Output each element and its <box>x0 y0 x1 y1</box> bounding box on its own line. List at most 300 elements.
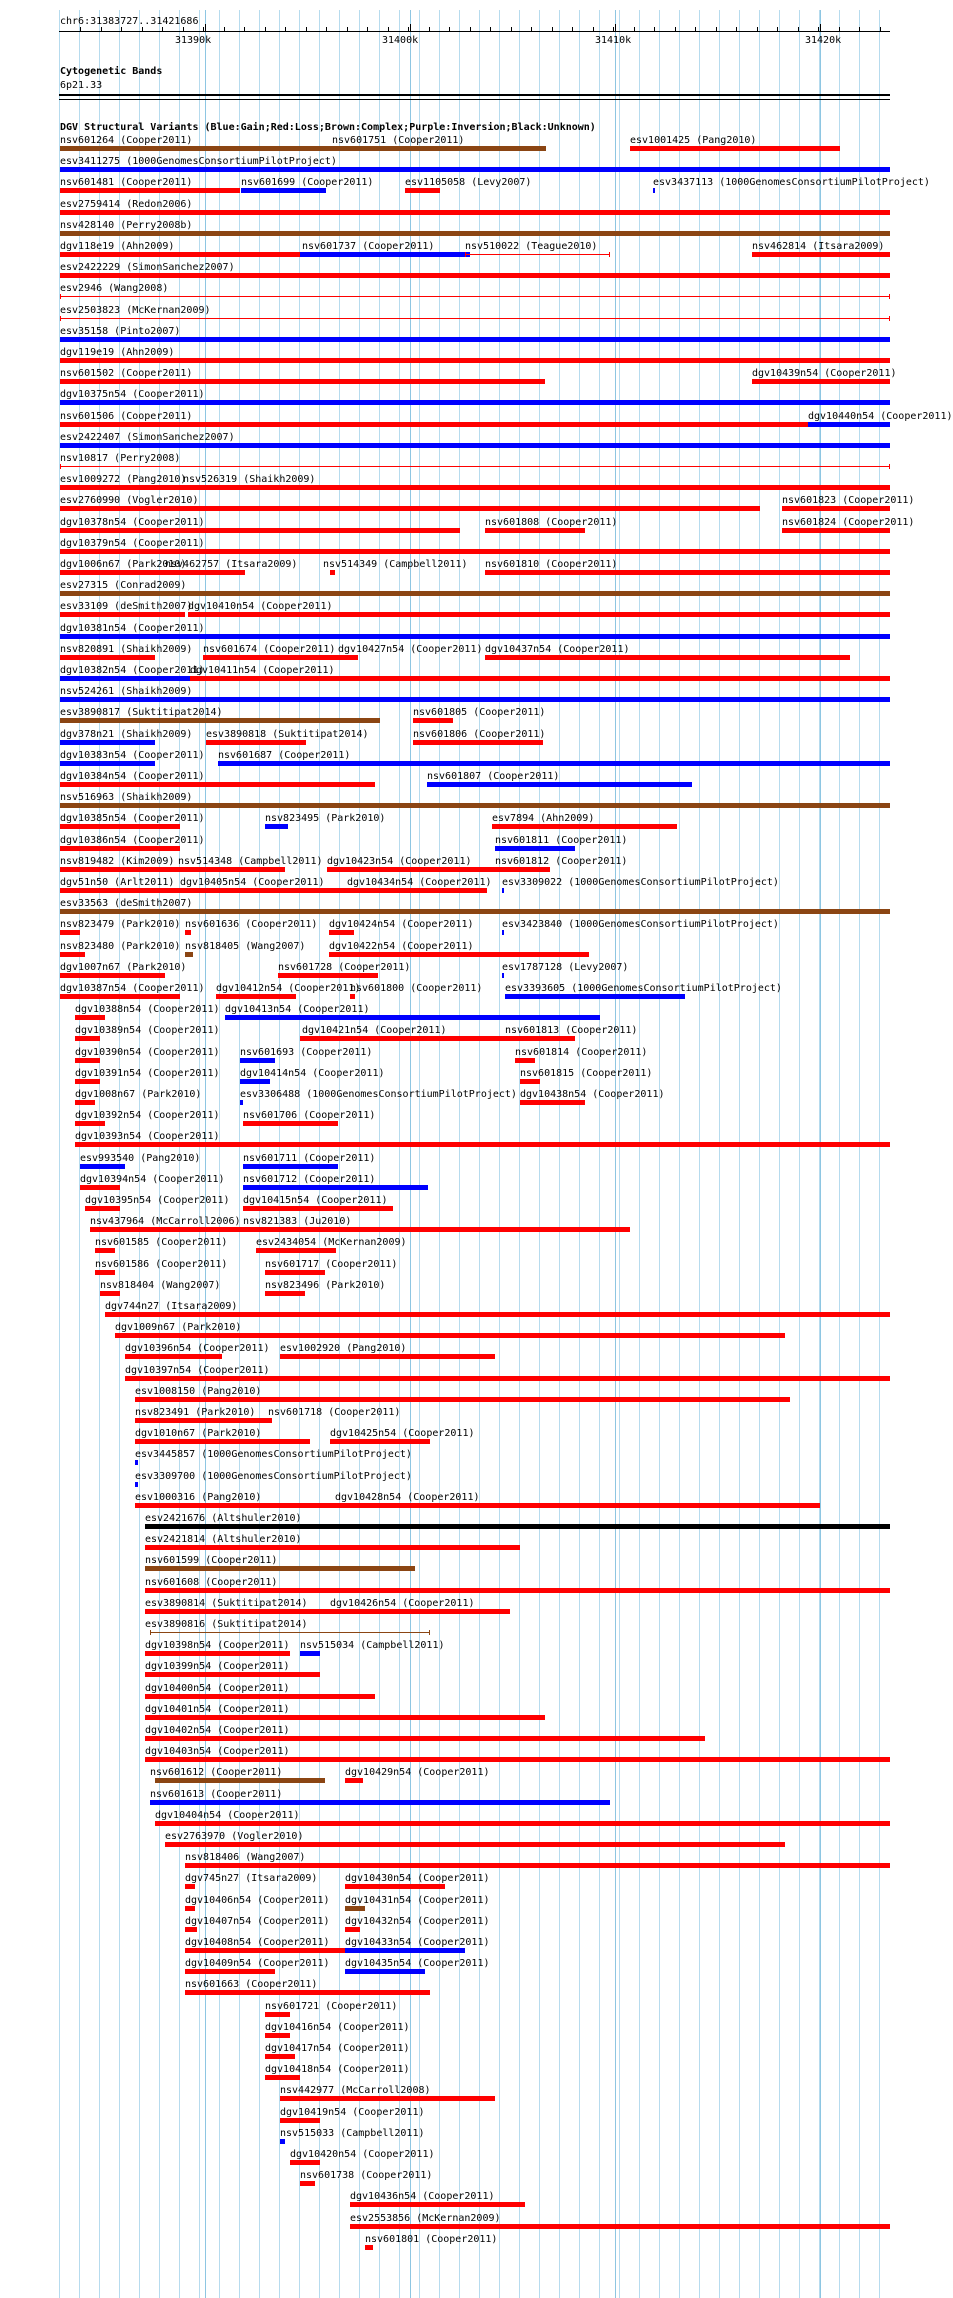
variant-bar[interactable] <box>145 1757 890 1762</box>
variant-label[interactable]: dgv1009n67 (Park2010) <box>115 1322 242 1333</box>
variant-bar[interactable] <box>75 1036 100 1041</box>
variant-label[interactable]: dgv10430n54 (Cooper2011) <box>345 1873 490 1884</box>
variant-label[interactable]: esv3411275 (1000GenomesConsortiumPilotProject) <box>60 156 337 167</box>
variant-label[interactable]: dgv10416n54 (Cooper2011) <box>265 2022 410 2033</box>
variant-label[interactable]: dgv10427n54 (Cooper2011) <box>338 644 483 655</box>
variant-bar[interactable] <box>265 1291 305 1296</box>
variant-bar[interactable] <box>145 1694 375 1699</box>
variant-label[interactable]: dgv10387n54 (Cooper2011) <box>60 983 205 994</box>
variant-label[interactable]: nsv601738 (Cooper2011) <box>300 2170 433 2181</box>
variant-label[interactable]: dgv10420n54 (Cooper2011) <box>290 2149 435 2160</box>
variant-label[interactable]: nsv601810 (Cooper2011) <box>485 559 618 570</box>
variant-bar[interactable] <box>520 1079 540 1084</box>
variant-bar[interactable] <box>243 1227 293 1232</box>
variant-label[interactable]: nsv601812 (Cooper2011) <box>495 856 628 867</box>
variant-label[interactable]: dgv10433n54 (Cooper2011) <box>345 1937 490 1948</box>
variant-bar[interactable] <box>338 655 358 660</box>
variant-bar[interactable] <box>60 231 890 236</box>
variant-bar[interactable] <box>502 930 504 935</box>
variant-label[interactable]: nsv601586 (Cooper2011) <box>95 1259 228 1270</box>
variant-label[interactable]: esv3890816 (Suktitipat2014) <box>145 1619 308 1630</box>
variant-bar[interactable] <box>145 1545 520 1550</box>
variant-label[interactable]: dgv10407n54 (Cooper2011) <box>185 1916 330 1927</box>
variant-bar[interactable] <box>243 1206 393 1211</box>
variant-bar[interactable] <box>60 867 180 872</box>
variant-bar[interactable] <box>185 1906 195 1911</box>
variant-bar[interactable] <box>782 506 890 511</box>
variant-label[interactable]: dgv378n21 (Shaikh2009) <box>60 729 193 740</box>
variant-label[interactable]: dgv10391n54 (Cooper2011) <box>75 1068 220 1079</box>
variant-label[interactable]: nsv601608 (Cooper2011) <box>145 1577 278 1588</box>
variant-bar[interactable] <box>60 824 180 829</box>
variant-label[interactable]: nsv818406 (Wang2007) <box>185 1852 306 1863</box>
variant-label[interactable]: nsv601712 (Cooper2011) <box>243 1174 376 1185</box>
variant-bar[interactable] <box>60 379 545 384</box>
variant-bar[interactable] <box>135 1418 270 1423</box>
variant-label[interactable]: nsv442977 (McCarroll2008) <box>280 2085 431 2096</box>
variant-label[interactable]: dgv10412n54 (Cooper2011) <box>216 983 361 994</box>
variant-label[interactable]: dgv10415n54 (Cooper2011) <box>243 1195 388 1206</box>
variant-label[interactable]: esv2422407 (SimonSanchez2007) <box>60 432 235 443</box>
variant-bar[interactable] <box>265 1270 325 1275</box>
variant-label[interactable]: esv2503823 (McKernan2009) <box>60 305 211 316</box>
variant-label[interactable]: esv35158 (Pinto2007) <box>60 326 181 337</box>
variant-label[interactable]: dgv10392n54 (Cooper2011) <box>75 1110 220 1121</box>
variant-label[interactable]: dgv10394n54 (Cooper2011) <box>80 1174 225 1185</box>
variant-label[interactable]: dgv744n27 (Itsara2009) <box>105 1301 238 1312</box>
variant-bar[interactable] <box>60 188 240 193</box>
variant-bar[interactable] <box>185 1948 365 1953</box>
variant-label[interactable]: dgv10395n54 (Cooper2011) <box>85 1195 230 1206</box>
variant-bar[interactable] <box>653 188 655 193</box>
variant-bar[interactable] <box>265 2054 295 2059</box>
variant-bar[interactable] <box>60 930 80 935</box>
variant-bar[interactable] <box>60 466 890 467</box>
variant-bar[interactable] <box>75 1142 890 1147</box>
variant-label[interactable]: dgv10429n54 (Cooper2011) <box>345 1767 490 1778</box>
variant-bar[interactable] <box>345 1778 363 1783</box>
variant-label[interactable]: dgv10402n54 (Cooper2011) <box>145 1725 290 1736</box>
variant-bar[interactable] <box>60 273 890 278</box>
variant-bar[interactable] <box>60 612 185 617</box>
variant-bar[interactable] <box>345 1884 445 1889</box>
variant-bar[interactable] <box>145 1651 290 1656</box>
variant-bar[interactable] <box>188 612 890 617</box>
variant-label[interactable]: esv3309700 (1000GenomesConsortiumPilotProject) <box>135 1471 412 1482</box>
variant-label[interactable]: nsv601815 (Cooper2011) <box>520 1068 653 1079</box>
variant-bar[interactable] <box>60 697 890 702</box>
variant-label[interactable]: dgv10428n54 (Cooper2011) <box>335 1492 480 1503</box>
variant-bar[interactable] <box>178 867 285 872</box>
variant-label[interactable]: nsv514349 (Campbell2011) <box>323 559 468 570</box>
variant-label[interactable]: dgv10418n54 (Cooper2011) <box>265 2064 410 2075</box>
variant-label[interactable]: dgv10375n54 (Cooper2011) <box>60 389 205 400</box>
variant-label[interactable]: dgv10398n54 (Cooper2011) <box>145 1640 290 1651</box>
variant-label[interactable]: nsv823491 (Park2010) <box>135 1407 256 1418</box>
variant-bar[interactable] <box>335 1503 820 1508</box>
variant-label[interactable]: dgv1010n67 (Park2010) <box>135 1428 262 1439</box>
variant-bar[interactable] <box>485 570 890 575</box>
variant-label[interactable]: dgv1008n67 (Park2010) <box>75 1089 202 1100</box>
variant-label[interactable]: esv1009272 (Pang2010) <box>60 474 187 485</box>
variant-label[interactable]: dgv10423n54 (Cooper2011) <box>327 856 472 867</box>
variant-label[interactable]: dgv10410n54 (Cooper2011) <box>188 601 333 612</box>
variant-label[interactable]: esv1787128 (Levy2007) <box>502 962 629 973</box>
variant-label[interactable]: esv3890818 (Suktitipat2014) <box>206 729 369 740</box>
variant-label[interactable]: nsv601674 (Cooper2011) <box>203 644 336 655</box>
variant-label[interactable]: nsv428140 (Perry2008b) <box>60 220 193 231</box>
variant-bar[interactable] <box>413 718 453 723</box>
variant-label[interactable]: dgv10393n54 (Cooper2011) <box>75 1131 220 1142</box>
variant-bar[interactable] <box>752 252 890 257</box>
variant-bar[interactable] <box>135 1503 335 1508</box>
variant-bar[interactable] <box>90 1227 630 1232</box>
variant-label[interactable]: esv1008150 (Pang2010) <box>135 1386 262 1397</box>
variant-label[interactable]: nsv823495 (Park2010) <box>265 813 386 824</box>
variant-bar[interactable] <box>60 718 380 723</box>
variant-bar[interactable] <box>60 655 155 660</box>
variant-label[interactable]: nsv818404 (Wang2007) <box>100 1280 221 1291</box>
variant-bar[interactable] <box>265 2033 290 2038</box>
variant-bar[interactable] <box>345 1906 365 1911</box>
variant-bar[interactable] <box>135 1460 138 1465</box>
variant-bar[interactable] <box>145 1588 890 1593</box>
variant-label[interactable]: dgv10425n54 (Cooper2011) <box>330 1428 475 1439</box>
variant-bar[interactable] <box>135 1439 310 1444</box>
variant-bar[interactable] <box>502 973 504 978</box>
variant-bar[interactable] <box>115 1333 785 1338</box>
variant-label[interactable]: esv2421814 (Altshuler2010) <box>145 1534 302 1545</box>
variant-label[interactable]: nsv601706 (Cooper2011) <box>243 1110 376 1121</box>
variant-bar[interactable] <box>300 1651 320 1656</box>
variant-bar[interactable] <box>427 782 692 787</box>
variant-bar[interactable] <box>280 2118 320 2123</box>
variant-bar[interactable] <box>165 1842 785 1847</box>
variant-label[interactable]: dgv10381n54 (Cooper2011) <box>60 623 205 634</box>
variant-bar[interactable] <box>347 888 487 893</box>
variant-bar[interactable] <box>145 1736 705 1741</box>
variant-label[interactable]: dgv1007n67 (Park2010) <box>60 962 187 973</box>
variant-bar[interactable] <box>485 528 585 533</box>
variant-label[interactable]: nsv462757 (Itsara2009) <box>165 559 298 570</box>
variant-label[interactable]: nsv601751 (Cooper2011) <box>332 135 465 146</box>
variant-bar[interactable] <box>256 1248 336 1253</box>
variant-label[interactable]: nsv601823 (Cooper2011) <box>782 495 915 506</box>
variant-bar[interactable] <box>60 740 155 745</box>
variant-label[interactable]: nsv601721 (Cooper2011) <box>265 2001 398 2012</box>
variant-label[interactable]: esv33563 (deSmith2007) <box>60 898 193 909</box>
variant-bar[interactable] <box>495 846 575 851</box>
variant-label[interactable]: dgv10421n54 (Cooper2011) <box>302 1025 447 1036</box>
variant-label[interactable]: nsv601481 (Cooper2011) <box>60 177 193 188</box>
variant-label[interactable]: nsv601663 (Cooper2011) <box>185 1979 318 1990</box>
variant-bar[interactable] <box>60 252 300 257</box>
variant-label[interactable]: esv3445857 (1000GenomesConsortiumPilotProject) <box>135 1449 412 1460</box>
variant-label[interactable]: dgv118e19 (Ahn2009) <box>60 241 175 252</box>
variant-bar[interactable] <box>60 318 890 319</box>
variant-bar[interactable] <box>630 146 840 151</box>
variant-bar[interactable] <box>185 1863 890 1868</box>
variant-label[interactable]: esv2946 (Wang2008) <box>60 283 169 294</box>
variant-bar[interactable] <box>495 867 550 872</box>
variant-label[interactable]: dgv10408n54 (Cooper2011) <box>185 1937 330 1948</box>
variant-bar[interactable] <box>155 1778 325 1783</box>
variant-bar[interactable] <box>145 1715 545 1720</box>
variant-label[interactable]: esv3890817 (Suktitipat2014) <box>60 707 223 718</box>
variant-label[interactable]: dgv10403n54 (Cooper2011) <box>145 1746 290 1757</box>
variant-bar[interactable] <box>60 337 890 342</box>
variant-label[interactable]: dgv10440n54 (Cooper2011) <box>808 411 953 422</box>
variant-label[interactable]: nsv515033 (Campbell2011) <box>280 2128 425 2139</box>
variant-bar[interactable] <box>329 952 589 957</box>
variant-bar[interactable] <box>345 1948 465 1953</box>
variant-bar[interactable] <box>60 803 890 808</box>
variant-label[interactable]: esv3423840 (1000GenomesConsortiumPilotProject) <box>502 919 779 930</box>
variant-bar[interactable] <box>60 400 890 405</box>
variant-label[interactable]: nsv601807 (Cooper2011) <box>427 771 560 782</box>
variant-label[interactable]: esv993540 (Pang2010) <box>80 1153 201 1164</box>
variant-bar[interactable] <box>330 1439 430 1444</box>
variant-label[interactable]: dgv10388n54 (Cooper2011) <box>75 1004 220 1015</box>
variant-bar[interactable] <box>60 676 200 681</box>
variant-label[interactable]: dgv51n50 (Arlt2011) <box>60 877 175 888</box>
variant-bar[interactable] <box>225 1015 600 1020</box>
variant-label[interactable]: esv2421676 (Altshuler2010) <box>145 1513 302 1524</box>
variant-bar[interactable] <box>520 1100 585 1105</box>
variant-label[interactable]: dgv10386n54 (Cooper2011) <box>60 835 205 846</box>
variant-bar[interactable] <box>280 1354 495 1359</box>
variant-bar[interactable] <box>265 824 288 829</box>
variant-label[interactable]: esv1002920 (Pang2010) <box>280 1343 407 1354</box>
variant-label[interactable]: esv3890814 (Suktitipat2014) <box>145 1598 308 1609</box>
variant-label[interactable]: nsv601805 (Cooper2011) <box>413 707 546 718</box>
variant-bar[interactable] <box>60 570 225 575</box>
variant-bar[interactable] <box>100 1291 120 1296</box>
variant-label[interactable]: esv2763970 (Vogler2010) <box>165 1831 304 1842</box>
variant-label[interactable]: nsv601728 (Cooper2011) <box>278 962 411 973</box>
variant-label[interactable]: nsv601613 (Cooper2011) <box>150 1789 283 1800</box>
variant-label[interactable]: nsv601813 (Cooper2011) <box>505 1025 638 1036</box>
variant-label[interactable]: dgv10417n54 (Cooper2011) <box>265 2043 410 2054</box>
variant-bar[interactable] <box>95 1248 115 1253</box>
variant-bar[interactable] <box>465 254 610 255</box>
variant-bar[interactable] <box>60 846 180 851</box>
variant-bar[interactable] <box>60 994 180 999</box>
variant-label[interactable]: nsv601693 (Cooper2011) <box>240 1047 373 1058</box>
variant-label[interactable]: nsv601737 (Cooper2011) <box>302 241 435 252</box>
variant-label[interactable]: nsv601717 (Cooper2011) <box>265 1259 398 1270</box>
variant-label[interactable]: esv3309022 (1000GenomesConsortiumPilotProject) <box>502 877 779 888</box>
variant-bar[interactable] <box>345 1927 360 1932</box>
variant-label[interactable]: nsv437964 (McCarroll2006) <box>90 1216 241 1227</box>
variant-label[interactable]: dgv10399n54 (Cooper2011) <box>145 1661 290 1672</box>
variant-label[interactable]: esv2760990 (Vogler2010) <box>60 495 199 506</box>
variant-label[interactable]: nsv526319 (Shaikh2009) <box>183 474 316 485</box>
variant-bar[interactable] <box>80 1164 125 1169</box>
variant-bar[interactable] <box>280 2096 495 2101</box>
variant-bar[interactable] <box>60 422 840 427</box>
variant-bar[interactable] <box>60 973 165 978</box>
variant-label[interactable]: esv2759414 (Redon2006) <box>60 199 193 210</box>
variant-label[interactable]: dgv10400n54 (Cooper2011) <box>145 1683 290 1694</box>
variant-label[interactable]: dgv10419n54 (Cooper2011) <box>280 2107 425 2118</box>
variant-bar[interactable] <box>405 188 440 193</box>
variant-label[interactable]: esv3393605 (1000GenomesConsortiumPilotProject) <box>505 983 782 994</box>
variant-bar[interactable] <box>265 2075 300 2080</box>
variant-bar[interactable] <box>60 591 890 596</box>
variant-label[interactable]: esv1000316 (Pang2010) <box>135 1492 262 1503</box>
variant-bar[interactable] <box>75 1100 95 1105</box>
variant-label[interactable]: dgv10405n54 (Cooper2011) <box>180 877 325 888</box>
variant-bar[interactable] <box>75 1015 105 1020</box>
variant-label[interactable]: nsv823480 (Park2010) <box>60 941 181 952</box>
variant-bar[interactable] <box>365 2245 373 2250</box>
variant-label[interactable]: nsv601699 (Cooper2011) <box>241 177 374 188</box>
variant-bar[interactable] <box>60 443 890 448</box>
variant-bar[interactable] <box>280 2139 285 2144</box>
variant-bar[interactable] <box>185 1969 275 1974</box>
variant-bar[interactable] <box>60 210 890 215</box>
variant-label[interactable]: nsv601711 (Cooper2011) <box>243 1153 376 1164</box>
variant-bar[interactable] <box>95 1270 115 1275</box>
variant-label[interactable]: esv2434054 (McKernan2009) <box>256 1237 407 1248</box>
variant-label[interactable]: dgv10406n54 (Cooper2011) <box>185 1895 330 1906</box>
variant-label[interactable]: dgv10397n54 (Cooper2011) <box>125 1365 270 1376</box>
variant-label[interactable]: nsv514348 (Campbell2011) <box>178 856 323 867</box>
variant-bar[interactable] <box>60 952 85 957</box>
variant-label[interactable]: nsv821383 (Ju2010) <box>243 1216 352 1227</box>
variant-bar[interactable] <box>125 1376 890 1381</box>
variant-bar[interactable] <box>329 930 354 935</box>
variant-bar[interactable] <box>180 888 250 893</box>
variant-bar[interactable] <box>243 1185 428 1190</box>
variant-label[interactable]: esv1105058 (Levy2007) <box>405 177 532 188</box>
variant-bar[interactable] <box>329 146 546 151</box>
variant-bar[interactable] <box>185 1927 197 1932</box>
variant-label[interactable]: nsv601264 (Cooper2011) <box>60 135 193 146</box>
variant-label[interactable]: esv27315 (Conrad2009) <box>60 580 187 591</box>
variant-label[interactable]: nsv820891 (Shaikh2009) <box>60 644 193 655</box>
variant-label[interactable]: dgv10424n54 (Cooper2011) <box>329 919 474 930</box>
variant-bar[interactable] <box>290 2160 320 2165</box>
variant-label[interactable]: dgv10379n54 (Cooper2011) <box>60 538 205 549</box>
variant-label[interactable]: nsv601824 (Cooper2011) <box>782 517 915 528</box>
variant-bar[interactable] <box>135 1397 790 1402</box>
variant-label[interactable]: dgv10411n54 (Cooper2011) <box>190 665 335 676</box>
variant-bar[interactable] <box>243 1121 338 1126</box>
variant-label[interactable]: dgv10432n54 (Cooper2011) <box>345 1916 490 1927</box>
variant-bar[interactable] <box>350 994 355 999</box>
variant-label[interactable]: esv3437113 (1000GenomesConsortiumPilotProject) <box>653 177 930 188</box>
variant-bar[interactable] <box>240 1079 270 1084</box>
variant-label[interactable]: nsv601585 (Cooper2011) <box>95 1237 228 1248</box>
variant-label[interactable]: esv33109 (deSmith2007) <box>60 601 193 612</box>
variant-bar[interactable] <box>225 570 245 575</box>
variant-bar[interactable] <box>206 740 306 745</box>
variant-label[interactable]: nsv524261 (Shaikh2009) <box>60 686 193 697</box>
variant-bar[interactable] <box>216 994 296 999</box>
variant-bar[interactable] <box>203 655 343 660</box>
variant-label[interactable]: dgv10435n54 (Cooper2011) <box>345 1958 490 1969</box>
variant-bar[interactable] <box>60 358 890 363</box>
variant-label[interactable]: nsv510022 (Teague2010) <box>465 241 598 252</box>
variant-bar[interactable] <box>218 761 890 766</box>
variant-label[interactable]: nsv601506 (Cooper2011) <box>60 411 193 422</box>
variant-label[interactable]: dgv10431n54 (Cooper2011) <box>345 1895 490 1906</box>
variant-bar[interactable] <box>350 2202 525 2207</box>
variant-label[interactable]: dgv10404n54 (Cooper2011) <box>155 1810 300 1821</box>
variant-label[interactable]: dgv10378n54 (Cooper2011) <box>60 517 205 528</box>
variant-label[interactable]: dgv745n27 (Itsara2009) <box>185 1873 318 1884</box>
variant-bar[interactable] <box>278 973 378 978</box>
variant-label[interactable]: dgv10439n54 (Cooper2011) <box>752 368 897 379</box>
variant-label[interactable]: nsv601599 (Cooper2011) <box>145 1555 278 1566</box>
variant-bar[interactable] <box>60 528 460 533</box>
variant-label[interactable]: nsv601636 (Cooper2011) <box>185 919 318 930</box>
variant-label[interactable]: nsv601718 (Cooper2011) <box>268 1407 401 1418</box>
variant-label[interactable]: nsv823479 (Park2010) <box>60 919 181 930</box>
variant-label[interactable]: esv3306488 (1000GenomesConsortiumPilotProject) <box>240 1089 517 1100</box>
variant-bar[interactable] <box>60 167 890 172</box>
variant-bar[interactable] <box>185 952 193 957</box>
variant-label[interactable]: esv2422229 (SimonSanchez2007) <box>60 262 235 273</box>
variant-label[interactable]: nsv10817 (Perry2008) <box>60 453 181 464</box>
variant-bar[interactable] <box>125 1354 222 1359</box>
variant-bar[interactable] <box>413 740 543 745</box>
variant-label[interactable]: nsv601502 (Cooper2011) <box>60 368 193 379</box>
variant-bar[interactable] <box>60 782 375 787</box>
variant-label[interactable]: nsv462814 (Itsara2009) <box>752 241 885 252</box>
variant-label[interactable]: esv7894 (Ahn2009) <box>492 813 595 824</box>
variant-bar[interactable] <box>85 1206 120 1211</box>
variant-bar[interactable] <box>60 634 890 639</box>
variant-label[interactable]: nsv601814 (Cooper2011) <box>515 1047 648 1058</box>
variant-bar[interactable] <box>241 188 326 193</box>
variant-bar[interactable] <box>75 1079 100 1084</box>
variant-label[interactable]: dgv10422n54 (Cooper2011) <box>329 941 474 952</box>
variant-label[interactable]: dgv1006n67 (Park2010) <box>60 559 187 570</box>
variant-label[interactable]: dgv10438n54 (Cooper2011) <box>520 1089 665 1100</box>
variant-bar[interactable] <box>240 1100 243 1105</box>
variant-label[interactable]: nsv601800 (Cooper2011) <box>350 983 483 994</box>
variant-bar[interactable] <box>345 1969 425 1974</box>
variant-label[interactable]: dgv10384n54 (Cooper2011) <box>60 771 205 782</box>
variant-bar[interactable] <box>485 655 850 660</box>
variant-label[interactable]: dgv10414n54 (Cooper2011) <box>240 1068 385 1079</box>
variant-bar[interactable] <box>60 549 890 554</box>
variant-bar[interactable] <box>60 506 760 511</box>
variant-bar[interactable] <box>145 1524 890 1529</box>
variant-label[interactable]: nsv601811 (Cooper2011) <box>495 835 628 846</box>
variant-bar[interactable] <box>268 1418 272 1423</box>
variant-label[interactable]: nsv819482 (Kim2009) <box>60 856 175 867</box>
variant-bar[interactable] <box>243 1164 338 1169</box>
variant-bar[interactable] <box>185 1990 430 1995</box>
variant-bar[interactable] <box>183 485 890 490</box>
variant-label[interactable]: nsv601808 (Cooper2011) <box>485 517 618 528</box>
variant-bar[interactable] <box>75 1121 105 1126</box>
variant-bar[interactable] <box>185 1884 195 1889</box>
variant-bar[interactable] <box>80 1185 120 1190</box>
variant-bar[interactable] <box>155 1821 890 1826</box>
variant-label[interactable]: dgv10383n54 (Cooper2011) <box>60 750 205 761</box>
variant-bar[interactable] <box>265 2012 290 2017</box>
variant-label[interactable]: nsv601806 (Cooper2011) <box>413 729 546 740</box>
variant-bar[interactable] <box>300 252 470 257</box>
variant-label[interactable]: dgv10401n54 (Cooper2011) <box>145 1704 290 1715</box>
variant-label[interactable]: nsv823496 (Park2010) <box>265 1280 386 1291</box>
variant-bar[interactable] <box>350 2224 890 2229</box>
